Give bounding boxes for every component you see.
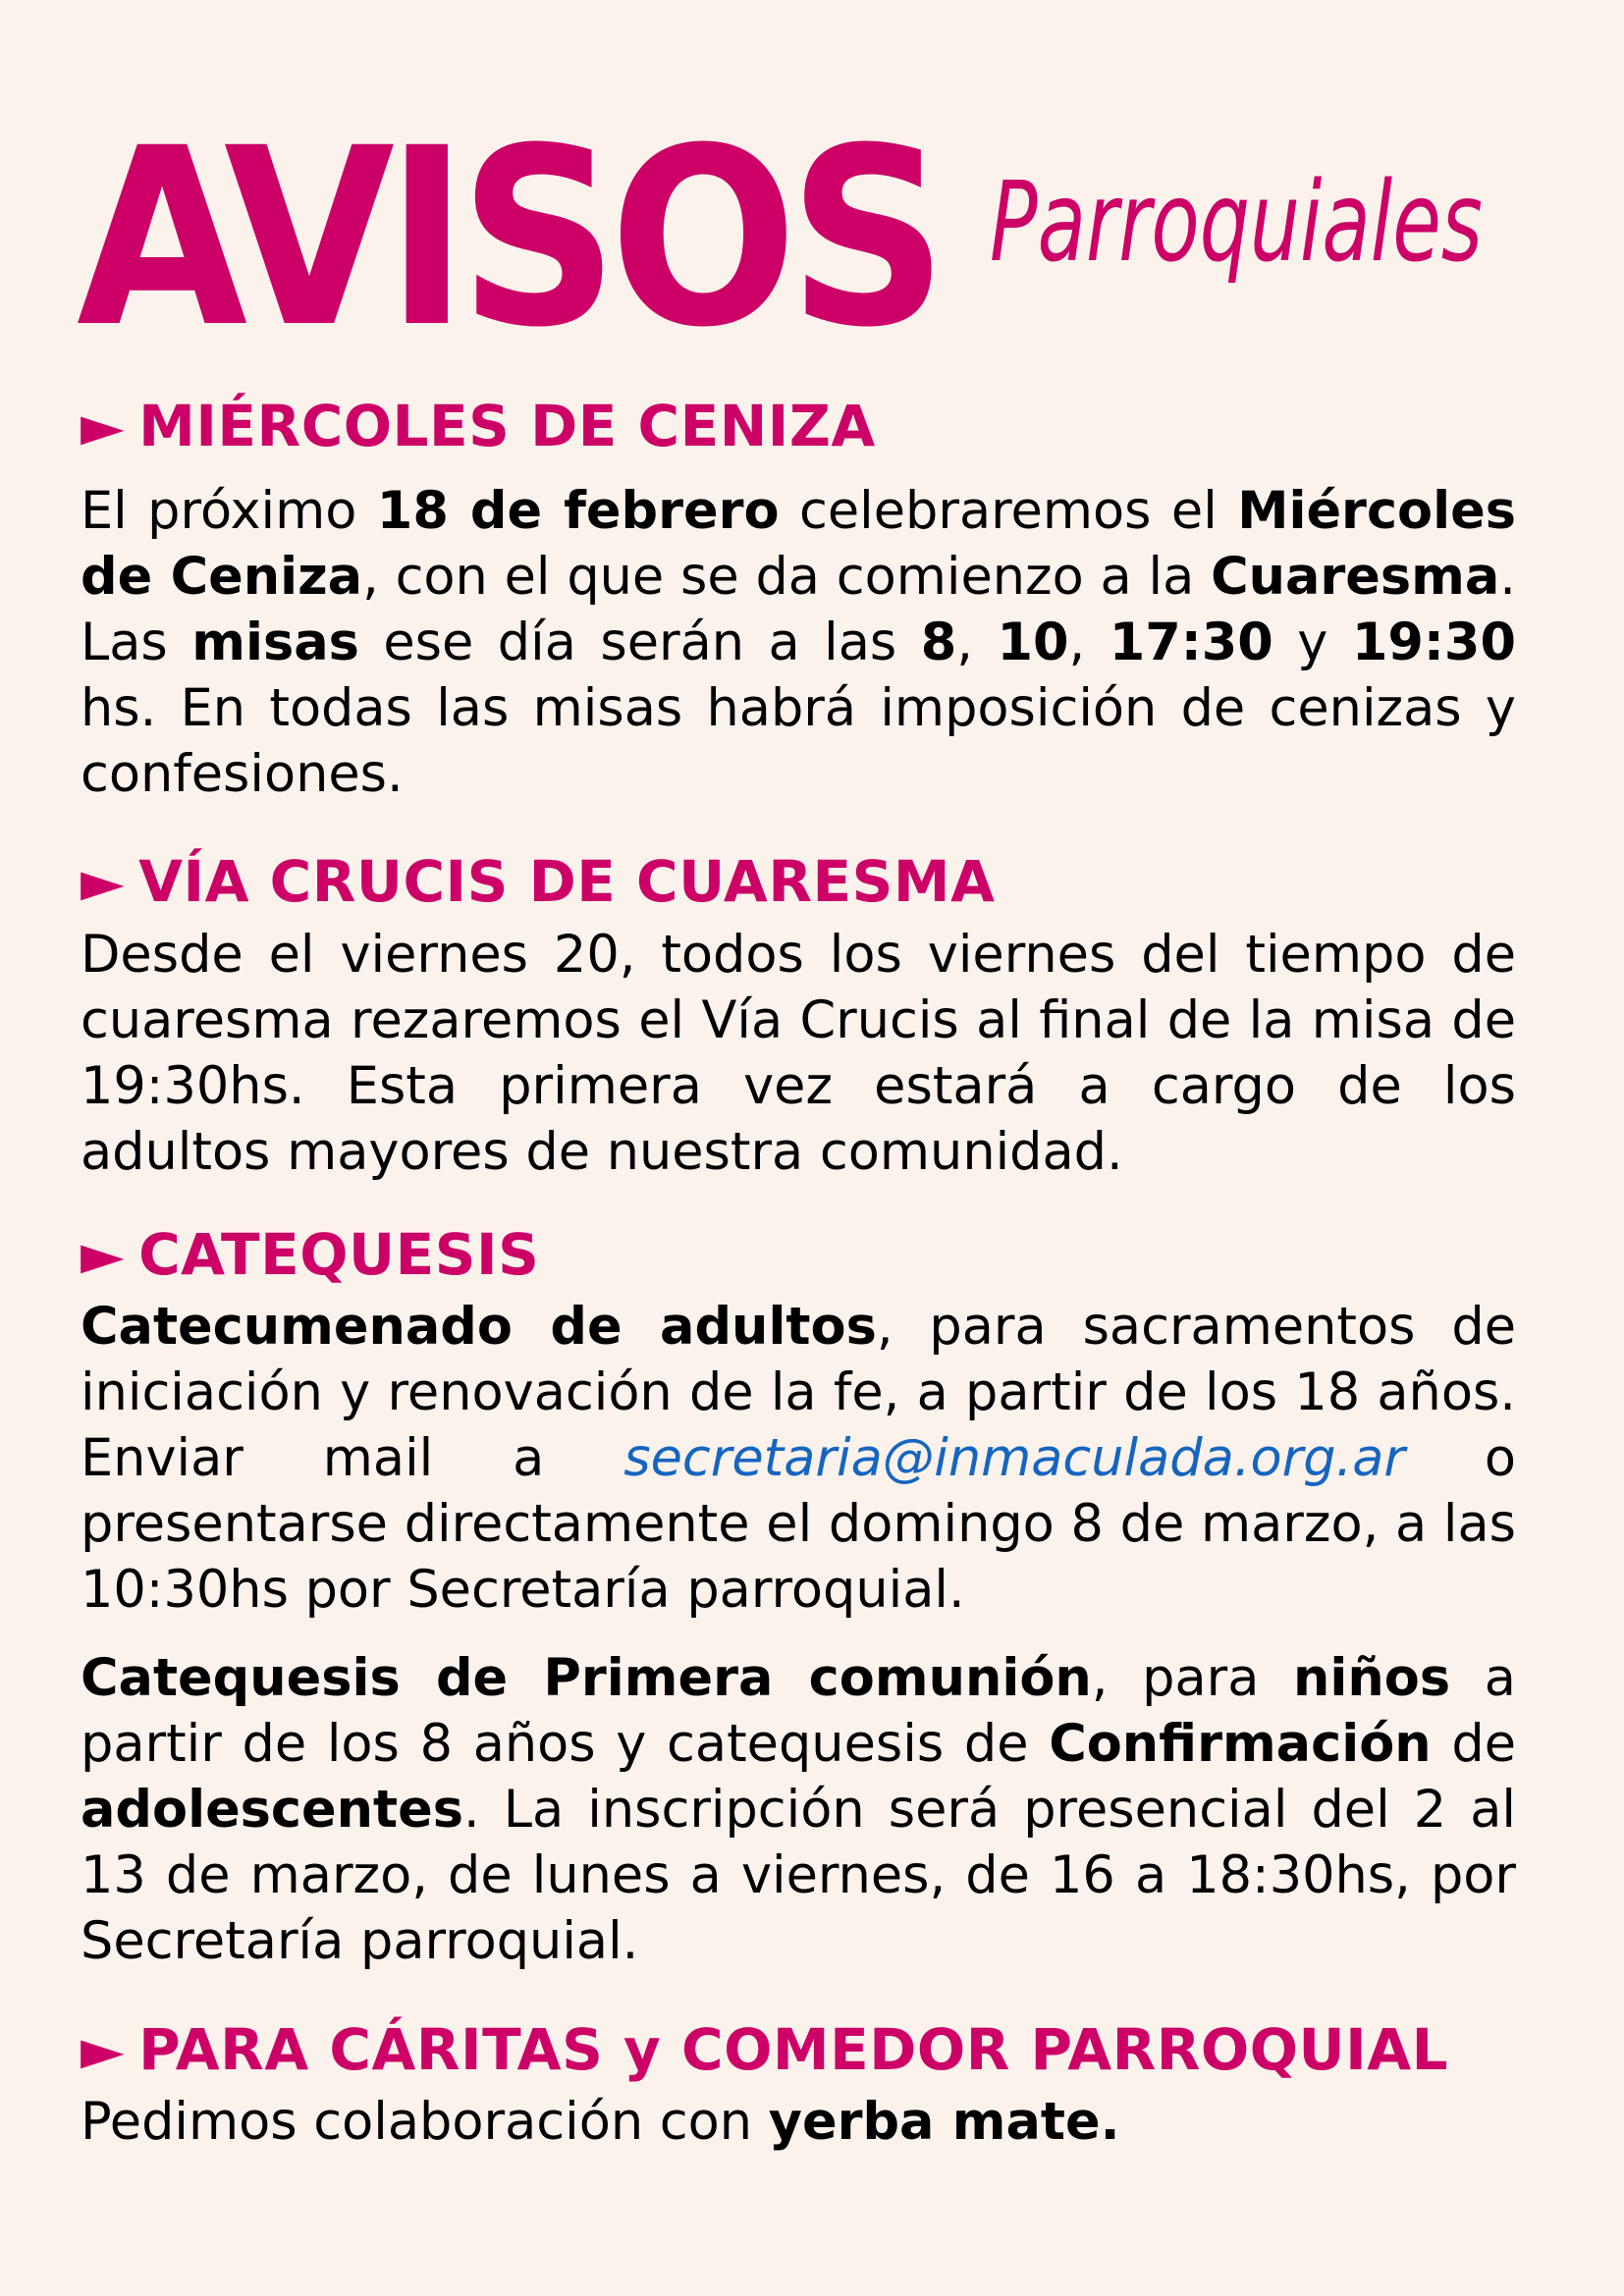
text: Desde el viernes 20, todos los viernes del tiempo de cuaresma rezaremos el Vía Crucis al final de la misa de 19:30hs. Esta primera vez estará a cargo de los adultos mayores de nuestra comunidad. bbox=[81, 925, 1516, 1182]
heading-text: CATEQUESIS bbox=[138, 1221, 540, 1288]
text: ese día serán a las bbox=[358, 613, 921, 672]
section-heading-caritas bbox=[81, 2016, 1448, 2083]
heading-text: PARA CÁRITAS y COMEDOR PARROQUIAL bbox=[138, 2016, 1449, 2083]
text: o presentarse directamente el domingo 8 de marzo, a las 10:30hs por Secretaría parroquial. bbox=[81, 1428, 1516, 1620]
bold-text: 18 de febrero bbox=[376, 481, 780, 541]
text: y bbox=[1272, 613, 1352, 672]
page-title bbox=[77, 95, 1035, 381]
text: , para sacramentos de iniciación y renovación de la fe, a partir de los 18 años. Enviar mail a bbox=[81, 1297, 1516, 1488]
bold-text: Catecumenado de adultos bbox=[81, 1297, 877, 1357]
arrow-right-icon: ► bbox=[81, 848, 126, 915]
text: , con el que se da comienzo a la bbox=[362, 547, 1212, 607]
bold-text: Confirmación bbox=[1049, 1714, 1432, 1774]
arrow-right-icon: ► bbox=[81, 393, 126, 459]
title-avisos: AVISOS bbox=[77, 95, 940, 381]
arrow-right-icon: ► bbox=[81, 2016, 126, 2083]
text: a partir de los 8 años y catequesis de bbox=[81, 1648, 1516, 1774]
text: , bbox=[956, 613, 998, 672]
bold-text: Miércoles de Ceniza bbox=[81, 481, 1516, 607]
bold-text: 19:30 bbox=[1351, 613, 1516, 672]
bold-text: 8 bbox=[920, 613, 957, 672]
heading-text: MIÉRCOLES DE CENIZA bbox=[138, 393, 876, 459]
heading-text: VÍA CRUCIS DE CUARESMA bbox=[138, 848, 996, 915]
bold-text: Cuaresma bbox=[1211, 547, 1500, 607]
bold-text: niños bbox=[1293, 1648, 1451, 1708]
text: celebraremos el bbox=[779, 481, 1238, 541]
bold-text: 17:30 bbox=[1109, 613, 1273, 672]
bold-text: 10 bbox=[997, 613, 1069, 672]
text: de bbox=[1431, 1714, 1516, 1774]
section-heading-catequesis bbox=[81, 1221, 539, 1288]
text: hs. En todas las misas habrá imposición de cenizas y confesiones. bbox=[81, 678, 1516, 804]
text: . La inscripción será presencial del 2 al 13 de marzo, de lunes a viernes, de 16 a 18:30hs, por Secretaría parroquial. bbox=[81, 1780, 1516, 1971]
bold-text: yerba mate. bbox=[768, 2092, 1120, 2152]
paragraph-via-crucis bbox=[81, 922, 1516, 1185]
bold-text: Catequesis de Primera comunión bbox=[81, 1648, 1092, 1708]
text: , bbox=[1068, 613, 1110, 672]
section-heading-via-crucis bbox=[81, 848, 995, 915]
title-subtitle: Parroquiales bbox=[990, 159, 1483, 287]
text: , para bbox=[1091, 1648, 1294, 1708]
text: . Las bbox=[81, 547, 1516, 672]
section-heading-miercoles-ceniza bbox=[81, 393, 876, 459]
paragraph-primera-comunion bbox=[81, 1645, 1516, 1974]
text: Pedimos colaboración con bbox=[81, 2092, 769, 2152]
arrow-right-icon: ► bbox=[81, 1221, 126, 1288]
text: El próximo bbox=[81, 481, 377, 541]
paragraph-catecumenado bbox=[81, 1294, 1516, 1623]
bold-text: misas bbox=[191, 613, 359, 672]
email-link[interactable]: secretaria@inmaculada.org.ar bbox=[623, 1428, 1405, 1488]
paragraph-caritas bbox=[81, 2089, 1516, 2155]
bold-text: adolescentes bbox=[81, 1780, 463, 1840]
paragraph-miercoles-ceniza bbox=[81, 478, 1516, 807]
